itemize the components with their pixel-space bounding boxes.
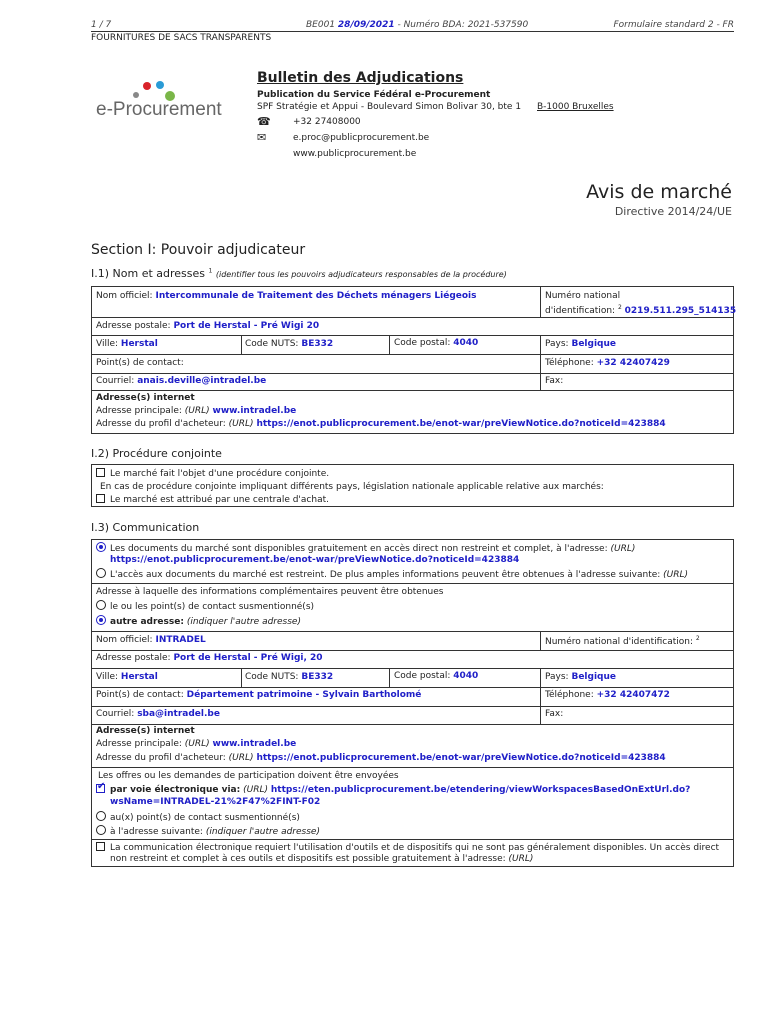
postal-value: 4040	[453, 338, 479, 348]
pays	[545, 672, 616, 682]
profil-link[interactable]: https://enot.publicprocurement.be/enot-war/preViewNotice.do?noticeId=423884	[256, 753, 666, 763]
ville-value: Herstal	[120, 672, 158, 682]
info-other-note: (indiquer l'autre adresse)	[186, 617, 301, 627]
pays-label: Pays:	[545, 672, 569, 682]
central-purchasing-text: Le marché est attribué par une centrale d'achat.	[110, 495, 329, 505]
offres-other-radio[interactable]	[96, 825, 106, 835]
nom-officiel	[96, 635, 206, 645]
point-de-contact	[96, 690, 421, 700]
offres-other-option	[96, 825, 320, 837]
nuts-label: Code NUTS:	[245, 672, 299, 682]
nom-value: INTRADEL	[155, 635, 206, 645]
ville-label: Ville:	[96, 672, 119, 682]
offres-electronic-option	[96, 784, 690, 795]
offres-contact-option	[96, 811, 300, 823]
row-line	[92, 767, 733, 768]
offres-electronic-checkbox[interactable]	[96, 784, 105, 793]
offres-url-line2[interactable]: wsName=INTRADEL-21%2F47%2FINT-F02	[110, 797, 321, 807]
adresse-label: Adresse postale:	[96, 321, 171, 331]
publisher-website[interactable]: www.publicprocurement.be	[293, 149, 417, 159]
notice-directive: Directive 2014/24/UE	[614, 205, 732, 218]
s11-address-table	[91, 286, 737, 434]
numero-national	[545, 635, 700, 647]
url-label: (URL)	[184, 739, 210, 749]
form-type: Formulaire standard 2 - FR	[613, 20, 734, 30]
info-other-option	[96, 615, 301, 627]
joint-procedure-text: Le marché fait l'objet d'une procédure conjointe.	[110, 469, 330, 479]
row-line	[92, 354, 733, 355]
notice-reference	[306, 20, 528, 30]
adresse-principale	[96, 406, 296, 416]
adresse-value: Port de Herstal - Pré Wigi, 20	[173, 653, 323, 663]
header-rule	[91, 31, 734, 32]
col-line	[389, 668, 390, 687]
ville	[96, 339, 158, 349]
s13-heading: I.3) Communication	[91, 521, 200, 534]
row-line	[92, 373, 733, 374]
tel-label: Téléphone:	[545, 690, 594, 700]
contact-label: Point(s) de contact:	[96, 690, 184, 700]
tel-label: Téléphone:	[545, 358, 594, 368]
tools-checkbox[interactable]	[96, 842, 105, 851]
s11-heading-row	[91, 267, 507, 280]
url-label: (URL)	[610, 544, 636, 554]
row-line	[92, 317, 733, 318]
courriel	[96, 709, 220, 719]
row-line	[92, 687, 733, 688]
bulletin-title: Bulletin des Adjudications	[257, 70, 464, 86]
ville-label: Ville:	[96, 339, 119, 349]
profil-label: Adresse du profil d'acheteur:	[96, 753, 226, 763]
profil-acheteur	[96, 753, 666, 763]
info-contact-text: le ou les point(s) de contact susmentionné(s)	[110, 602, 315, 612]
principale-label: Adresse principale:	[96, 739, 182, 749]
docs-free-text: Les documents du marché sont disponibles gratuitement en accès direct non restreint et complet, à l'adresse:	[110, 544, 608, 554]
code-postal	[394, 671, 478, 681]
publisher-address: SPF Stratégie et Appui - Boulevard Simon Bolivar 30, bte 1	[257, 102, 522, 112]
num-label-1: Numéro national	[545, 291, 621, 301]
url-label: (URL)	[228, 419, 254, 429]
publisher-email[interactable]: e.proc@publicprocurement.be	[293, 133, 430, 143]
row-line	[92, 724, 733, 725]
fax: Fax:	[545, 376, 564, 386]
col-line	[241, 335, 242, 354]
url-label: (URL)	[508, 854, 534, 864]
row-line	[92, 335, 733, 336]
pays-label: Pays:	[545, 339, 569, 349]
row-line	[92, 650, 733, 651]
numero-national	[545, 290, 736, 317]
offres-contact-radio[interactable]	[96, 811, 106, 821]
tools-line2	[110, 854, 533, 864]
info-address-label: Adresse à laquelle des informations complémentaires peuvent être obtenues	[96, 587, 444, 597]
notice-title: Avis de marché	[586, 181, 732, 203]
principale-link[interactable]: www.intradel.be	[212, 739, 297, 749]
s11-note: (identifier tous les pouvoirs adjudicateurs responsables de la procédure)	[215, 270, 507, 279]
num-label: Numéro national d'identification:	[545, 637, 694, 647]
tel-value: +32 42407472	[596, 690, 670, 700]
col-line	[540, 668, 541, 724]
docs-restricted-text: L'accès aux documents du marché est restreint. De plus amples informations peuvent être obtenues à l'adresse suivante:	[110, 570, 661, 580]
postal-value: 4040	[453, 671, 479, 681]
courriel-value[interactable]: sba@intradel.be	[137, 709, 220, 719]
num-label-2: d'identification:	[545, 306, 616, 316]
courriel-label: Courriel:	[96, 709, 135, 719]
point-de-contact: Point(s) de contact:	[96, 358, 184, 368]
offres-electronic-text: par voie électronique via:	[110, 785, 241, 795]
fax: Fax:	[545, 709, 564, 719]
info-other-radio[interactable]	[96, 615, 106, 625]
adresse-label: Adresse postale:	[96, 653, 171, 663]
offres-url-line1[interactable]: https://eten.publicprocurement.be/etendering/viewWorkspacesBasedOnExtUrl.do?	[270, 785, 691, 795]
profil-label: Adresse du profil d'acheteur:	[96, 419, 226, 429]
nom-label: Nom officiel:	[96, 291, 153, 301]
joint-procedure-checkbox[interactable]	[96, 468, 105, 477]
docs-free-option	[96, 542, 635, 554]
docs-url[interactable]: https://enot.publicprocurement.be/enot-war/preViewNotice.do?noticeId=423884	[110, 555, 520, 565]
contact-value: Département patrimoine - Sylvain Bartholomé	[186, 690, 422, 700]
adresses-internet: Adresse(s) internet	[96, 393, 195, 403]
nom-label: Nom officiel:	[96, 635, 153, 645]
nuts-label: Code NUTS:	[245, 339, 299, 349]
info-other-text: autre adresse:	[110, 617, 184, 627]
nuts-value: BE332	[301, 672, 334, 682]
publisher-phone: +32 27408000	[293, 117, 361, 127]
url-label: (URL)	[243, 785, 268, 795]
publisher-subtitle: Publication du Service Fédéral e-Procurement	[257, 90, 491, 100]
pays-value: Belgique	[571, 672, 616, 682]
col-line	[540, 631, 541, 650]
tools-text-line1: La communication électronique requiert l'utilisation d'outils et de dispositifs qui ne sont pas généralement disponibles. Un accès direct	[110, 843, 720, 853]
tools-text-line2: non restreint et complet à ces outils et dispositifs est possible gratuitement à l'adresse:	[110, 854, 506, 864]
principale-label: Adresse principale:	[96, 406, 182, 416]
offres-other-note: (indiquer l'autre adresse)	[205, 827, 320, 837]
row-line	[92, 706, 733, 707]
adresse-postale	[96, 321, 319, 331]
col-line	[540, 287, 541, 317]
s12-heading: I.2) Procédure conjointe	[91, 447, 222, 460]
publisher-city: B-1000 Bruxelles	[537, 102, 614, 112]
col-line	[241, 668, 242, 687]
offres-label: Les offres ou les demandes de participation doivent être envoyées	[98, 771, 399, 781]
s11-footnote: 1	[208, 267, 213, 275]
url-label: (URL)	[184, 406, 210, 416]
mail-icon: ✉	[257, 131, 267, 144]
s12-box	[91, 464, 734, 507]
phone-icon: ☎	[257, 115, 271, 128]
e-procurement-logo	[96, 75, 226, 125]
profil-link[interactable]: https://enot.publicprocurement.be/enot-war/preViewNotice.do?noticeId=423884	[256, 419, 666, 429]
pays-value: Belgique	[571, 339, 616, 349]
central-purchasing-checkbox[interactable]	[96, 494, 105, 503]
courriel	[96, 376, 266, 386]
joint-procedure-option	[96, 468, 329, 479]
logo-text: e-Procurement	[96, 99, 222, 120]
adresse-postale	[96, 653, 323, 663]
courriel-value[interactable]: anais.deville@intradel.be	[137, 376, 267, 386]
offres-contact-text: au(x) point(s) de contact susmentionné(s)	[110, 813, 300, 823]
docs-free-radio[interactable]	[96, 542, 106, 552]
subject-title: FOURNITURES DE SACS TRANSPARENTS	[91, 33, 272, 43]
telephone	[545, 690, 670, 700]
tools-option	[96, 842, 719, 853]
s11-heading: I.1) Nom et adresses	[91, 267, 206, 280]
code-nuts	[245, 672, 333, 682]
row-line	[92, 631, 733, 632]
telephone	[545, 358, 670, 368]
offres-other-text: à l'adresse suivante:	[110, 827, 203, 837]
code-nuts	[245, 339, 333, 349]
adresses-internet: Adresse(s) internet	[96, 726, 195, 736]
section-title: Section I: Pouvoir adjudicateur	[91, 242, 306, 258]
publication-date: 28/09/2021	[337, 20, 395, 30]
row-line	[92, 390, 733, 391]
adresse-value: Port de Herstal - Pré Wigi 20	[173, 321, 320, 331]
courriel-label: Courriel:	[96, 376, 135, 386]
code-postal	[394, 338, 478, 348]
row-line	[92, 668, 733, 669]
docs-restricted-radio[interactable]	[96, 568, 106, 578]
col-line	[540, 335, 541, 390]
central-purchasing-option	[96, 494, 329, 505]
page-number: 1 / 7	[91, 20, 112, 30]
row-line	[92, 839, 733, 840]
ville	[96, 672, 158, 682]
form-code: BE001	[306, 20, 336, 30]
s13-box	[91, 539, 734, 867]
profil-acheteur	[96, 419, 666, 429]
principale-link[interactable]: www.intradel.be	[212, 406, 297, 416]
bda-number: - Numéro BDA: 2021-537590	[397, 20, 529, 30]
url-label: (URL)	[663, 570, 689, 580]
postal-label: Code postal:	[394, 338, 451, 348]
nom-value: Intercommunale de Traitement des Déchets ménagers Liégeois	[155, 291, 477, 301]
num-value: 0219.511.295_514135	[624, 306, 737, 316]
tel-value: +32 42407429	[596, 358, 670, 368]
url-label: (URL)	[228, 753, 254, 763]
adresse-principale	[96, 739, 296, 749]
row-line	[92, 583, 733, 584]
pays	[545, 339, 616, 349]
docs-restricted-option	[96, 568, 688, 580]
info-contact-radio[interactable]	[96, 600, 106, 610]
nom-officiel	[96, 291, 477, 301]
num-footnote: 2	[695, 635, 700, 642]
postal-label: Code postal:	[394, 671, 451, 681]
info-contact-option	[96, 600, 314, 612]
nuts-value: BE332	[301, 339, 334, 349]
num-footnote: 2	[617, 304, 622, 311]
ville-value: Herstal	[120, 339, 158, 349]
joint-procedure-law: En cas de procédure conjointe impliquant différents pays, législation nationale applicable relative aux marchés:	[100, 482, 604, 492]
col-line	[389, 335, 390, 354]
